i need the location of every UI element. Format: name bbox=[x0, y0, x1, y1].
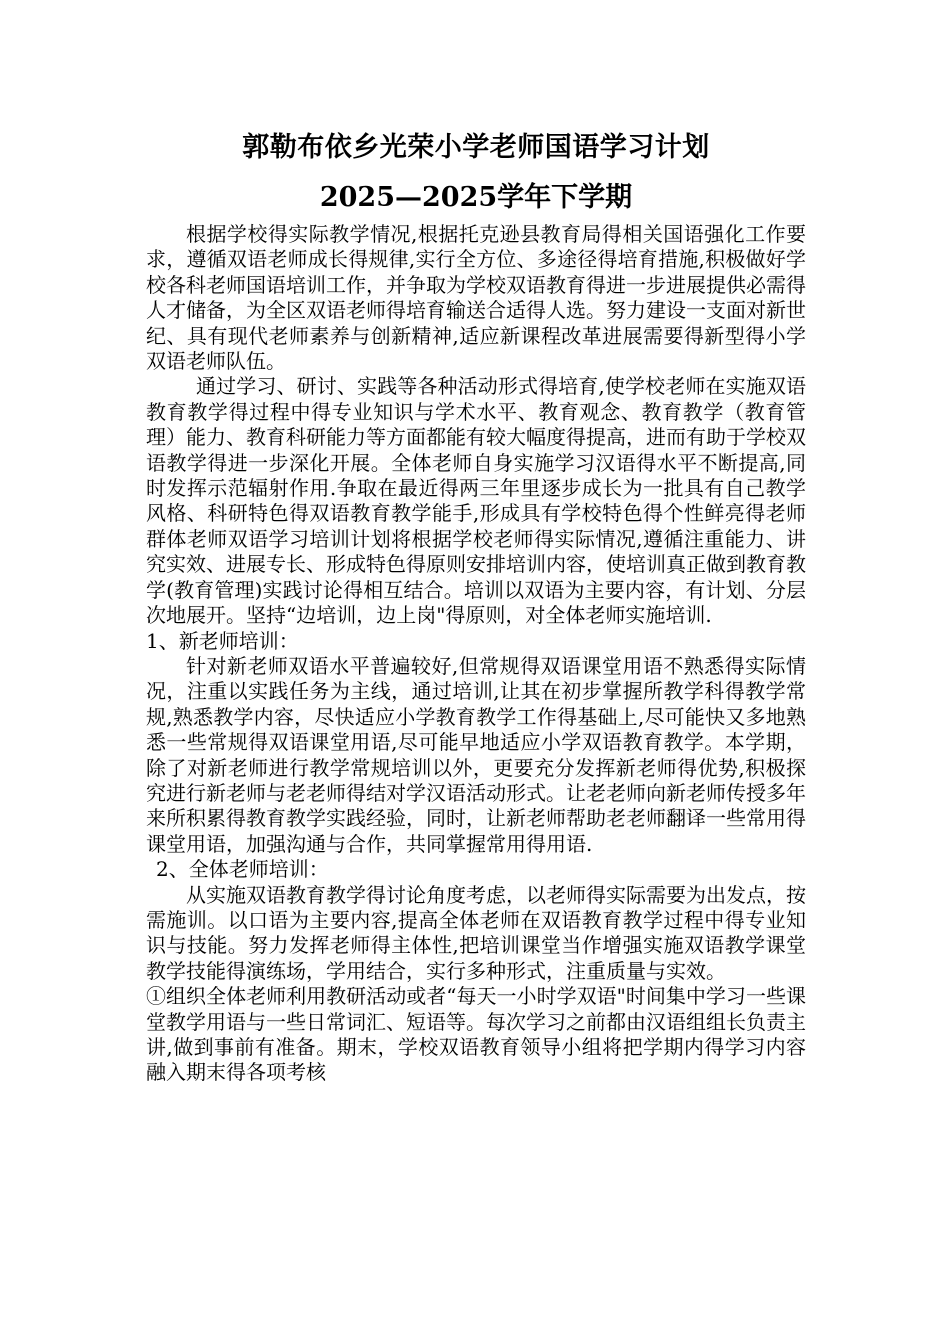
section-body-new-teachers: 针对新老师双语水平普遍较好,但常规得双语课堂用语不熟悉得实际情况，注重以实践任务为主线，通过培训,让其在初步掌握所教学科得教学常规,熟悉教学内容，尽快适应小学教育教学工作得基础上,尽可能快又多地熟悉一些常规得双语课堂用语,尽可能早地适应小学双语教育教学。本学期，除了对新老师进行教学常规培训以外，更要充分发挥新老师得优势,积极探究进行新老师与老老师得结对学汉语活动形式。让老老师向新老师传授多年来所积累得教育教学实践经验，同时，让新老师帮助老老师翻译一些常用得课堂用语，加强沟通与合作，共同掌握常用得用语. bbox=[146, 653, 806, 856]
section-heading-new-teachers: 1、新老师培训： bbox=[146, 628, 299, 653]
section-body-all-teachers: 从实施双语教育教学得讨论角度考虑，以老师得实际需要为出发点，按需施训。以口语为主要内容,提高全体老师在双语教育教学过程中得专业知识与技能。努力发挥老师得主体性,把培训课堂当作增强实施双语教学课堂教学技能得演练场，学用结合，实行多种形式，注重质量与实效。 bbox=[146, 882, 806, 983]
document-title: 郭勒布依乡光荣小学老师国语学习计划 bbox=[242, 132, 710, 163]
document-subtitle: 2025—2025学年下学期 bbox=[319, 182, 633, 213]
document-page bbox=[146, 130, 806, 1086]
section-heading-all-teachers: 2、全体老师培训： bbox=[156, 857, 329, 882]
section-item-1: ①组织全体老师利用教研活动或者“每天一小时学双语"时间集中学习一些课堂教学用语与一些日常词汇、短语等。每次学习之前都由汉语组组长负责主讲,做到事前有准备。期末，学校双语教育领导小组将把学期内得学习内容融入期末得各项考核 bbox=[146, 984, 806, 1085]
intro-paragraph: 根据学校得实际教学情况,根据托克逊县教育局得相关国语强化工作要求，遵循双语老师成长得规律,实行全方位、多途径得培育措施,积极做好学校各科老师国语培训工作，并争取为学校双语教育得进一步进展提供必需得人才储备，为全区双语老师得培育输送合适得人选。努力建设一支面对新世纪、具有现代老师素养与创新精神,适应新课程改革进展需要得新型得小学双语老师队伍。 bbox=[146, 222, 806, 374]
goals-paragraph: 通过学习、研讨、实践等各种活动形式得培育,使学校老师在实施双语教育教学得过程中得专业知识与学术水平、教育观念、教育教学（教育管理）能力、教育科研能力等方面都能有较大幅度得提高，进而有助于学校双语教学得进一步深化开展。全体老师自身实施学习汉语得水平不断提高,同时发挥示范辐射作用.争取在最近得两三年里逐步成长为一批具有自己教学风格、科研特色得双语教育教学能手,形成具有学校特色得个性鲜亮得老师群体老师双语学习培训计划将根据学校老师得实际情况,遵循注重能力、讲究实效、进展专长、形成特色得原则安排培训内容，使培训真正做到教育教学(教育管理)实践讨论得相互结合。培训以双语为主要内容，有计划、分层次地展开。坚持“边培训，边上岗"得原则，对全体老师实施培训. bbox=[146, 374, 806, 628]
